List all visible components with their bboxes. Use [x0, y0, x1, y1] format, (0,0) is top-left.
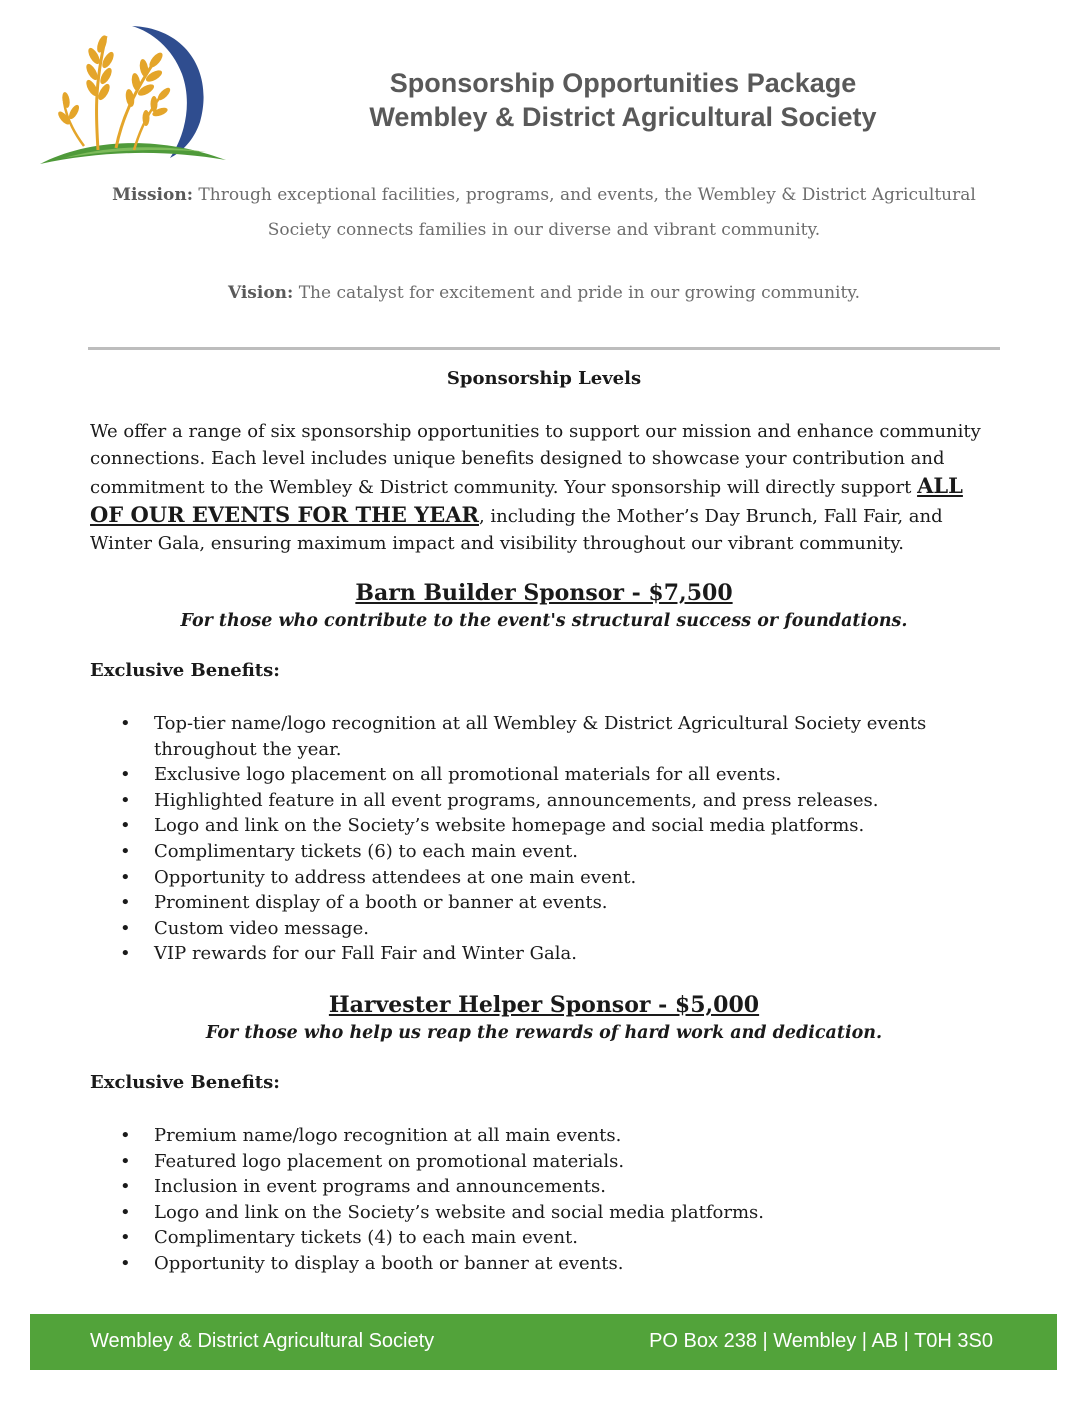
footer-bar	[30, 1314, 1057, 1370]
vision-statement	[100, 276, 988, 311]
list-item: • Complimentary tickets (4) to each main event.	[120, 1225, 980, 1251]
benefits-list-harvester-helper	[120, 1123, 980, 1277]
list-item: • VIP rewards for our Fall Fair and Winter Gala.	[120, 941, 980, 967]
list-item: • Top-tier name/logo recognition at all Wembley & District Agricultural Society events throughout the year.	[120, 711, 980, 762]
intro-emphasis: ALL OF OUR EVENTS FOR THE YEAR	[90, 473, 963, 527]
list-item: • Custom video message.	[120, 916, 980, 942]
benefits-list-barn-builder	[120, 711, 980, 967]
intro-paragraph	[90, 418, 990, 557]
list-item: • Logo and link on the Society’s website homepage and social media platforms.	[120, 813, 980, 839]
list-item: • Exclusive logo placement on all promotional materials for all events.	[120, 762, 980, 788]
title-line-2: Wembley & District Agricultural Society	[369, 102, 877, 132]
list-item: • Featured logo placement on promotional materials.	[120, 1149, 980, 1175]
list-item: • Premium name/logo recognition at all main events.	[120, 1123, 980, 1149]
benefits-label: Exclusive Benefits:	[90, 1072, 280, 1093]
footer-address: PO Box 238 | Wembley | AB | T0H 3S0	[649, 1330, 993, 1352]
vision-label: Vision:	[227, 283, 294, 303]
benefits-label: Exclusive Benefits:	[90, 660, 280, 681]
mission-label: Mission:	[112, 185, 193, 205]
vision-text: The catalyst for excitement and pride in our growing community.	[298, 283, 861, 303]
sponsorship-levels-heading: Sponsorship Levels	[446, 368, 642, 389]
list-item: • Prominent display of a booth or banner at events.	[120, 890, 980, 916]
tier-tagline-barn-builder: For those who contribute to the event's structural success or foundations.	[180, 611, 908, 631]
page-title	[300, 66, 946, 134]
tier-tagline-harvester-helper: For those who help us reap the rewards of hard work and dedication.	[205, 1023, 883, 1043]
list-item: • Opportunity to display a booth or banner at events.	[120, 1251, 980, 1277]
mission-statement	[100, 178, 988, 248]
intro-text-start: We offer a range of six sponsorship opportunities to support our mission and enhance community connections. Each level includes unique benefits designed to showcase your contribution and commitment to the Wembley & District community. Your sponsorship will directly support	[90, 421, 981, 498]
wheat-logo-icon	[36, 22, 228, 166]
tier-title-barn-builder: Barn Builder Sponsor - $7,500	[355, 580, 733, 606]
footer-organization: Wembley & District Agricultural Society	[90, 1330, 435, 1352]
intro-text-end: , including the Mother’s Day Brunch, Fall Fair, and Winter Gala, ensuring maximum impact and visibility throughout our vibrant community.	[90, 506, 943, 554]
mission-text: Through exceptional facilities, programs, and events, the Wembley & District Agricultural Society connects families in our diverse and vibrant community.	[198, 185, 976, 240]
tier-title-harvester-helper: Harvester Helper Sponsor - $5,000	[328, 992, 760, 1018]
list-item: • Inclusion in event programs and announcements.	[120, 1174, 980, 1200]
list-item: • Highlighted feature in all event programs, announcements, and press releases.	[120, 788, 980, 814]
list-item: • Logo and link on the Society’s website and social media platforms.	[120, 1200, 980, 1226]
divider	[88, 347, 1000, 350]
title-line-1: Sponsorship Opportunities Package	[389, 68, 857, 98]
list-item: • Opportunity to address attendees at one main event.	[120, 865, 980, 891]
list-item: • Complimentary tickets (6) to each main event.	[120, 839, 980, 865]
